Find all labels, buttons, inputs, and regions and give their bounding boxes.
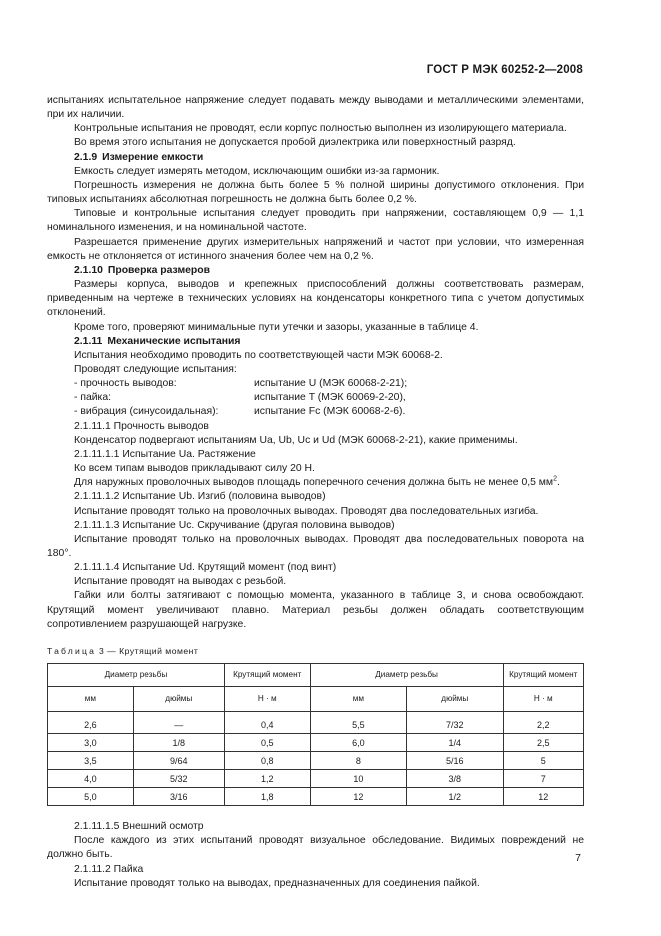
paragraph-text: Испытания необходимо проводить по соответствующей части МЭК 60068-2.	[74, 349, 443, 361]
table-cell: 3/16	[133, 788, 224, 806]
section-title: Механические испытания	[107, 335, 241, 347]
paragraph	[47, 122, 584, 136]
test-list-item	[47, 405, 584, 419]
paragraph-text: Конденсатор подвергают испытаниям Ua, Ub, Uc и Ud (МЭК 60068-2-21), какие применимы.	[74, 434, 518, 446]
table-cell: 5	[503, 752, 583, 770]
paragraph-text: Для наружных проволочных выводов площадь поперечного сечения должна быть не менее 0,5 мм	[74, 477, 554, 489]
test-reference: испытание Fc (МЭК 60068-2-6).	[254, 406, 406, 418]
table-cell: 6,0	[310, 734, 406, 752]
table-unit-header: дюймы	[133, 687, 224, 712]
table-row	[48, 788, 584, 806]
test-list-item	[47, 391, 584, 405]
subsection-title	[47, 490, 584, 504]
paragraph-text: 2.1.11.1.3 Испытание Uc. Скручивание (другая половина выводов)	[74, 519, 395, 531]
subsection-title	[47, 448, 584, 462]
table-unit-header: дюймы	[407, 687, 503, 712]
table-unit-header: мм	[310, 687, 406, 712]
paragraph-text: Размеры корпуса, выводов и крепежных приспособлений должны соответствовать размерам, приведенным на чертеже в технических условиях на конденсаторы конкретного типа с учетом допустимых отклонений.	[47, 279, 584, 319]
table-cell: 1/2	[407, 788, 503, 806]
paragraph-text: Погрешность измерения не должна быть более 5 % полной ширины допустимого отклонения. При типовых испытаниях абсолютная погрешность не должна быть более 0,2 %.	[47, 179, 584, 206]
section-number: 2.1.10	[74, 264, 103, 276]
paragraph	[47, 877, 584, 891]
table-cell: 5,0	[48, 788, 134, 806]
subsection-title	[47, 820, 584, 834]
paragraph-text: Типовые и контрольные испытания следует проводить при напряжении, составляющем 0,9 — 1,1 номинального изменения, и на номинальной частоте.	[47, 208, 584, 234]
subsection-title	[47, 863, 584, 877]
table-cell: 7	[503, 770, 583, 788]
paragraph-text: 2.1.11.1.4 Испытание Ud. Крутящий момент (под винт)	[74, 562, 337, 574]
table-row	[48, 734, 584, 752]
paragraph-text: 2.1.11.1.1 Испытание Ua. Растяжение	[74, 448, 256, 460]
table-cell: 0,4	[224, 712, 310, 734]
table-cell: 1,8	[224, 788, 310, 806]
torque-table	[47, 663, 584, 806]
paragraph-text: 2.1.11.1.2 Испытание Ub. Изгиб (половина выводов)	[74, 491, 326, 503]
section-title: Проверка размеров	[107, 264, 211, 276]
table-cell: 2,2	[503, 712, 583, 734]
paragraph-text: Ко всем типам выводов прикладывают силу 20 Н.	[74, 463, 315, 475]
table-cell: 9/64	[133, 752, 224, 770]
superscript: 2	[553, 475, 557, 483]
paragraph-text: Испытание проводят только на проволочных выводах. Проводят два последовательных поворота на 180°.	[47, 533, 584, 559]
table-cell: 5,5	[310, 712, 406, 734]
table-group-header-row	[48, 664, 584, 687]
paragraph	[47, 321, 584, 335]
table-group-header: Крутящий момент	[224, 664, 310, 687]
table-caption-label: Таблица	[47, 645, 97, 656]
paragraph-text: Контрольные испытания не проводят, если корпус полностью выполнен из изолирующего материала.	[74, 123, 567, 135]
test-reference: испытание U (МЭК 60068-2-21);	[254, 378, 408, 390]
table-cell: 12	[310, 788, 406, 806]
table-cell: 0,5	[224, 734, 310, 752]
paragraph	[47, 505, 584, 519]
table-cell: 12	[503, 788, 583, 806]
paragraph	[47, 165, 584, 179]
paragraph-text: Во время этого испытания не допускается пробой диэлектрика или поверхностный разряд.	[74, 137, 516, 149]
table-cell: 1/8	[133, 734, 224, 752]
test-property: - прочность выводов:	[74, 378, 177, 390]
paragraph-text: 2.1.11.1 Прочность выводов	[74, 420, 209, 432]
section-title: Измерение емкости	[102, 151, 204, 163]
paragraph	[47, 349, 584, 363]
paragraph	[47, 278, 584, 320]
paragraph	[47, 136, 584, 150]
table-cell: 7/32	[407, 712, 503, 734]
table-unit-header-row	[48, 687, 584, 712]
table-cell: 3,0	[48, 734, 134, 752]
paragraph	[47, 533, 584, 561]
table-row	[48, 752, 584, 770]
test-property: - вибрация (синусоидальная):	[74, 406, 219, 418]
table-group-header: Крутящий момент	[503, 664, 583, 687]
table-unit-header: Н · м	[224, 687, 310, 712]
table-cell: 4,0	[48, 770, 134, 788]
paragraph	[47, 462, 584, 476]
paragraph-text: Испытание проводят только на проволочных выводах. Проводят два последовательных изгиба.	[74, 505, 539, 517]
section-heading	[47, 264, 584, 278]
text-block-mechanical	[47, 420, 584, 632]
section-number: 2.1.11	[74, 335, 103, 347]
text-block-after-table	[47, 820, 584, 891]
page-body	[47, 94, 584, 891]
table-cell: 1,2	[224, 770, 310, 788]
table-cell: 5/16	[407, 752, 503, 770]
section-number: 2.1.9	[74, 151, 98, 163]
test-property: - пайка:	[74, 392, 111, 404]
table-caption	[47, 644, 584, 658]
section-heading	[47, 335, 584, 349]
paragraph-text: Гайки или болты затягивают с помощью момента, указанного в таблице 3, и снова освобождают. Крутящий момент увеличивают плавно. Материал резьбы должен обладать соответствующим сопротивлением разрушающей нагрузке.	[47, 590, 584, 630]
subsection-title	[47, 420, 584, 434]
table-cell: 3/8	[407, 770, 503, 788]
table-row	[48, 712, 584, 734]
paragraph	[47, 94, 584, 122]
text-block-intro	[47, 94, 584, 377]
paragraph-text: Проводят следующие испытания:	[74, 363, 237, 375]
table-caption-title: 3 — Крутящий момент	[99, 645, 199, 656]
subsection-title	[47, 561, 584, 575]
table-cell: 0,8	[224, 752, 310, 770]
table-cell: 10	[310, 770, 406, 788]
document-id: ГОСТ Р МЭК 60252-2—2008	[426, 64, 583, 76]
paragraph	[47, 207, 584, 235]
table-cell: —	[133, 712, 224, 734]
paragraph	[47, 834, 584, 862]
paragraph-text: испытаниях испытательное напряжение следует подавать между выводами и металлическими элементами, при их наличии.	[47, 95, 584, 121]
table-cell: 3,5	[48, 752, 134, 770]
table-unit-header: мм	[48, 687, 134, 712]
test-reference: испытание T (МЭК 60069-2-20),	[254, 392, 406, 404]
paragraph-text: Испытание проводят на выводах с резьбой.	[74, 576, 287, 588]
paragraph-text: Разрешается применение других измерительных напряжений и частот при условии, что измеренная емкость не отклоняется от истинного значения более чем на 0,2 %.	[47, 236, 584, 262]
table-cell: 8	[310, 752, 406, 770]
paragraph-text: 2.1.11.2 Пайка	[74, 863, 144, 875]
page-number: 7	[575, 852, 581, 864]
table-cell: 2,5	[503, 734, 583, 752]
paragraph-text: Кроме того, проверяют минимальные пути утечки и зазоры, указанные в таблице 4.	[74, 321, 479, 333]
paragraph	[47, 179, 584, 207]
table-cell: 2,6	[48, 712, 134, 734]
paragraph-text: После каждого из этих испытаний проводят визуальное обследование. Видимых повреждений не должно быть.	[47, 835, 584, 861]
table-unit-header: Н · м	[503, 687, 583, 712]
paragraph	[47, 434, 584, 448]
table-row	[48, 770, 584, 788]
paragraph-text: 2.1.11.1.5 Внешний осмотр	[74, 821, 204, 833]
paragraph	[47, 363, 584, 377]
paragraph-text: Испытание проводят только на выводах, предназначенных для соединения пайкой.	[74, 877, 480, 889]
paragraph	[47, 236, 584, 264]
paragraph-tail: .	[556, 477, 560, 489]
section-heading	[47, 151, 584, 165]
test-list-item	[47, 377, 584, 391]
subsection-title	[47, 519, 584, 533]
table-group-header: Диаметр резьбы	[310, 664, 503, 687]
paragraph	[47, 476, 584, 490]
table-cell: 5/32	[133, 770, 224, 788]
table-group-header: Диаметр резьбы	[48, 664, 225, 687]
table-cell: 1/4	[407, 734, 503, 752]
paragraph-text: Емкость следует измерять методом, исключающим ошибки из-за гармоник.	[74, 165, 440, 177]
paragraph	[47, 589, 584, 631]
test-list	[47, 377, 584, 419]
paragraph	[47, 575, 584, 589]
